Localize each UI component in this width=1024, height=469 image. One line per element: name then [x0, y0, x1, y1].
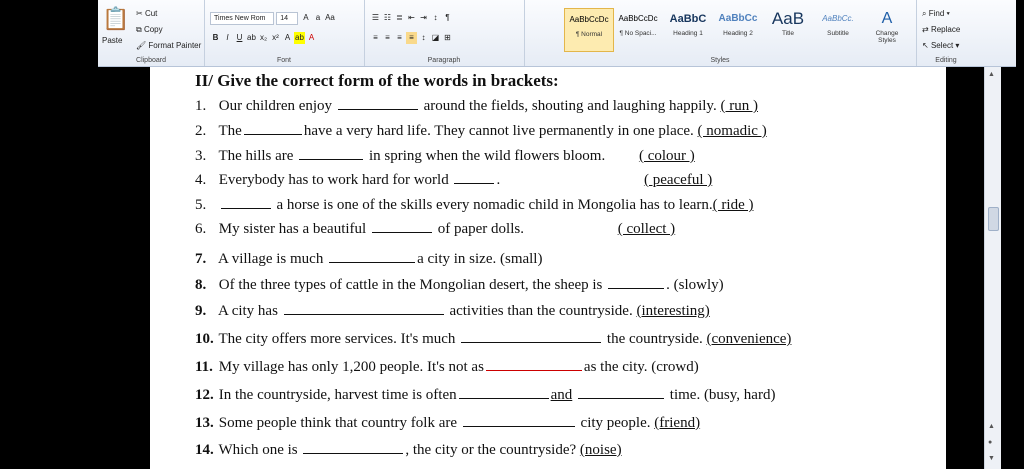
browse-object-icon[interactable]: ●: [988, 439, 993, 446]
binoculars-icon: ⌕: [922, 9, 927, 18]
item-text-before: The hills are: [218, 148, 294, 164]
numbering-icon[interactable]: ☷: [383, 13, 392, 22]
exercise-item-13: [195, 414, 700, 432]
item-number: 1.: [195, 98, 207, 114]
change-styles-label: Change Styles: [875, 30, 899, 44]
exercise-item-6: [195, 220, 675, 238]
style-sample: AaBbC: [669, 13, 707, 25]
item-text-before: Of the three types of cattle in the Mongolian desert, the sheep is: [218, 277, 603, 293]
styles-group-label: Styles: [710, 57, 730, 64]
align-right-icon[interactable]: ≡: [397, 33, 402, 42]
item-number: 11.: [195, 359, 213, 375]
editing-group: [916, 0, 976, 66]
style-name: ¶ No Spaci...: [619, 30, 657, 37]
sort-icon[interactable]: ↕: [433, 13, 438, 22]
style-sample: AaBbCc.: [822, 14, 854, 23]
item-text-after: the countryside.: [606, 331, 703, 347]
cut-label: Cut: [144, 9, 158, 18]
style-name: Heading 1: [673, 30, 703, 37]
text-effects-icon[interactable]: A: [284, 33, 291, 42]
paste-button[interactable]: Paste: [102, 36, 123, 45]
bold-icon[interactable]: B: [212, 33, 219, 42]
style-no-spacing[interactable]: [614, 8, 662, 50]
exercise-heading: II/ Give the correct form of the words in brackets:: [195, 71, 559, 90]
font-group: [204, 0, 365, 66]
grow-font-icon[interactable]: A: [303, 13, 309, 22]
page-down-icon[interactable]: ▼: [988, 455, 995, 462]
word-hint: (interesting): [636, 303, 710, 319]
ribbon: [98, 0, 1016, 67]
style-normal[interactable]: [564, 8, 614, 52]
page-up-icon[interactable]: ▲: [988, 423, 995, 430]
replace-icon: ⇄: [922, 25, 929, 34]
item-number: 5.: [195, 197, 207, 213]
exercise-item-9: [195, 302, 710, 320]
exercise-item-8: [195, 276, 724, 294]
word-hint: ( ride ): [712, 197, 754, 213]
item-number: 2.: [195, 123, 207, 139]
style-sample: AaB: [771, 9, 805, 28]
word-hint: (convenience): [706, 331, 792, 347]
item-text-before: A city has: [217, 303, 278, 319]
style-name: ¶ Normal: [575, 31, 603, 38]
word-hint: ( collect ): [617, 221, 676, 237]
exercise-item-7: [195, 250, 542, 268]
exercise-item-3: [195, 147, 695, 165]
style-heading-2[interactable]: [714, 8, 762, 50]
shading-icon[interactable]: ◪: [431, 33, 440, 42]
item-text-before: Everybody has to work hard for world: [218, 172, 449, 188]
increase-indent-icon[interactable]: ⇥: [420, 13, 427, 22]
paragraph-group-label: Paragraph: [427, 57, 461, 64]
word-hint: (friend): [654, 415, 701, 431]
word-hint: ( run ): [720, 98, 758, 114]
justify-icon[interactable]: ≡: [406, 32, 417, 44]
item-text-before: In the countryside, harvest time is often: [218, 387, 457, 403]
item-number: 6.: [195, 221, 207, 237]
find-button[interactable]: ⌕ Find ▾: [922, 9, 950, 18]
answer-blank[interactable]: [338, 97, 418, 110]
font-color-icon[interactable]: A: [308, 33, 315, 42]
item-text-after: a city in size. (small): [417, 251, 543, 267]
word-hint: ( peaceful ): [643, 172, 713, 188]
exercise-item-2: [195, 122, 767, 140]
scroll-up-icon[interactable]: ▲: [988, 71, 995, 78]
item-text-after: of paper dolls.: [437, 221, 524, 237]
item-number: 13.: [195, 415, 214, 431]
item-text-after: city people.: [580, 415, 651, 431]
clipboard-group: [98, 0, 205, 66]
item-text-after: time. (busy, hard): [669, 387, 776, 403]
answer-blank[interactable]: [461, 330, 601, 343]
item-text-before: A village is much: [217, 251, 324, 267]
style-sample: AaBbCc: [718, 13, 758, 24]
item-text-before: My sister has a beautiful: [218, 221, 367, 237]
item-text-before: Some people think that country folk are: [218, 415, 458, 431]
item-number: 9.: [195, 303, 207, 319]
format-painter-label: Format Painter: [148, 41, 202, 50]
pilcrow-icon[interactable]: ¶: [445, 13, 450, 22]
styles-group: [524, 0, 917, 66]
answer-blank[interactable]: [329, 250, 415, 263]
item-number: 14.: [195, 442, 214, 458]
copy-icon: ⧉: [136, 25, 142, 34]
style-name: Heading 2: [723, 30, 753, 37]
answer-blank[interactable]: [578, 386, 664, 399]
subscript-icon[interactable]: x₂: [259, 33, 268, 42]
item-text-before: Which one is: [218, 442, 298, 458]
cut-button[interactable]: [136, 9, 157, 18]
document-page[interactable]: [150, 67, 946, 469]
borders-icon[interactable]: ⊞: [444, 33, 451, 42]
style-heading-1[interactable]: [664, 8, 712, 50]
font-name-select[interactable]: Times New Rom: [210, 12, 274, 25]
exercise-item-12: [195, 386, 775, 404]
italic-icon[interactable]: I: [226, 33, 229, 42]
strikethrough-icon[interactable]: ab: [247, 33, 256, 42]
line-spacing-icon[interactable]: ↕: [421, 33, 426, 42]
style-sample: AaBbCcDc: [569, 15, 609, 24]
superscript-icon[interactable]: x²: [272, 33, 279, 42]
highlight-icon[interactable]: ab: [295, 33, 304, 42]
paste-icon[interactable]: 📋: [102, 6, 130, 31]
style-name: Subtitle: [827, 30, 849, 37]
item-text-after: around the fields, shouting and laughing happily.: [423, 98, 717, 114]
style-title[interactable]: [764, 8, 812, 50]
answer-blank[interactable]: [372, 220, 432, 233]
replace-label: Replace: [930, 25, 961, 34]
answer-blank[interactable]: [454, 171, 494, 184]
item-text-and: and: [550, 387, 573, 403]
word-hint: ( nomadic ): [697, 123, 767, 139]
editing-group-label: Editing: [935, 57, 957, 64]
item-text-after: a horse is one of the skills every nomadic child in Mongolia has to learn.: [276, 197, 713, 213]
font-group-label: Font: [276, 57, 291, 64]
item-text-before: Our children enjoy: [218, 98, 333, 114]
underline-icon[interactable]: U: [236, 33, 243, 42]
answer-blank[interactable]: [284, 302, 444, 315]
copy-label: Copy: [143, 25, 163, 34]
select-button[interactable]: ↖ Select ▾: [922, 41, 960, 50]
answer-blank[interactable]: [221, 196, 271, 209]
paragraph-group: [364, 0, 525, 66]
select-label: Select: [930, 41, 954, 50]
scissors-icon: ✂: [136, 9, 143, 18]
answer-blank[interactable]: [459, 386, 549, 399]
exercise-item-11: [195, 358, 699, 376]
item-number: 4.: [195, 172, 207, 188]
item-text-after: . (slowly): [666, 277, 724, 293]
item-number: 10.: [195, 331, 214, 347]
vertical-scrollbar[interactable]: [984, 67, 1001, 469]
style-subtitle[interactable]: [814, 8, 862, 50]
scroll-thumb[interactable]: [988, 207, 999, 231]
align-left-icon[interactable]: ≡: [373, 33, 378, 42]
change-styles-icon: A: [881, 10, 893, 27]
clipboard-group-label: Clipboard: [136, 57, 166, 64]
item-text-after: as the city. (crowd): [583, 359, 699, 375]
multilevel-list-icon[interactable]: ≣: [396, 13, 403, 22]
item-text-before: The city offers more services. It's much: [218, 331, 456, 347]
answer-blank[interactable]: [244, 122, 302, 135]
format-painter-button[interactable]: [136, 41, 201, 50]
item-number: 7.: [195, 251, 207, 267]
item-number: 3.: [195, 148, 207, 164]
item-text-after: activities than the countryside.: [449, 303, 633, 319]
word-hint: (noise): [579, 442, 622, 458]
exercise-item-4: [195, 171, 712, 189]
answer-blank[interactable]: [486, 358, 582, 371]
exercise-item-14: [195, 441, 622, 459]
item-text-after: in spring when the wild flowers bloom.: [368, 148, 606, 164]
item-text-after: .: [496, 172, 501, 188]
decrease-indent-icon[interactable]: ⇤: [408, 13, 415, 22]
copy-button[interactable]: [136, 25, 163, 35]
word-hint: ( colour ): [638, 148, 695, 164]
exercise-item-1: [195, 97, 758, 115]
item-text-before: My village has only 1,200 people. It's not as: [218, 359, 484, 375]
change-case-icon[interactable]: Aa: [325, 13, 335, 22]
replace-button[interactable]: [922, 25, 960, 34]
item-number: 12.: [195, 387, 214, 403]
align-center-icon[interactable]: ≡: [385, 33, 390, 42]
cursor-icon: ↖: [922, 41, 929, 50]
change-styles-button[interactable]: [869, 8, 905, 50]
item-number: 8.: [195, 277, 207, 293]
item-text-after: have a very hard life. They cannot live permanently in one place.: [303, 123, 694, 139]
style-sample: AaBbCcDc: [618, 14, 658, 23]
style-name: Title: [781, 30, 795, 37]
shrink-font-icon[interactable]: a: [315, 13, 321, 22]
answer-blank[interactable]: [299, 147, 363, 160]
answer-blank[interactable]: [463, 414, 575, 427]
item-text-before: The: [218, 123, 242, 139]
item-text-after: , the city or the countryside?: [405, 442, 577, 458]
exercise-item-5: [195, 196, 753, 214]
bullets-icon[interactable]: ☰: [371, 13, 380, 22]
answer-blank[interactable]: [608, 276, 664, 289]
answer-blank[interactable]: [303, 441, 403, 454]
brush-icon: 🖌: [136, 41, 147, 50]
exercise-item-10: [195, 330, 791, 348]
find-label: Find: [928, 9, 945, 18]
font-size-select[interactable]: 14: [276, 12, 298, 25]
